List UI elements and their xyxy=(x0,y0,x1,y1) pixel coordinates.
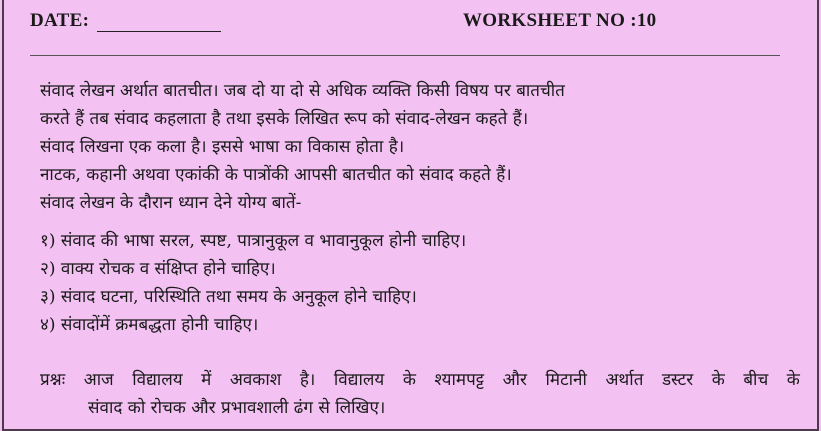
question-word: और xyxy=(502,370,527,390)
question-block xyxy=(40,366,800,422)
question-word: मिटानी xyxy=(545,370,587,390)
point-item: १) संवाद की भाषा सरल, स्पष्ट, पात्रानुकूल व भावानुकूल होनी चाहिए। xyxy=(40,231,467,251)
question-word: श्यामपट्ट xyxy=(434,370,485,390)
question-line-1 xyxy=(40,366,800,394)
question-word: प्रश्नः xyxy=(40,370,66,390)
worksheet-header xyxy=(30,10,791,40)
question-word: विद्यालय xyxy=(132,370,183,390)
question-word: के xyxy=(402,370,416,390)
question-word: अर्थात xyxy=(605,370,644,390)
question-word: है। xyxy=(299,370,316,390)
question-word: विद्यालय xyxy=(333,370,385,390)
worksheet-number: WORKSHEET NO :10 xyxy=(463,10,657,31)
question-word: डस्टर xyxy=(661,370,694,390)
date-field xyxy=(30,10,221,32)
point-item: ३) संवाद घटना, परिस्थिति तथा समय के अनुकूल होने चाहिए। xyxy=(40,287,417,307)
paragraph-line: संवाद लेखन अर्थात बातचीत। जब दो या दो से अधिक व्यक्ति किसी विषय पर बातचीत xyxy=(40,81,565,101)
point-item: ४) संवादोंमें क्रमबद्धता होनी चाहिए। xyxy=(40,315,259,335)
paragraph-line: करते हैं तब संवाद कहलाता है तथा इसके लिखित रूप को संवाद-लेखन कहते हैं। xyxy=(40,109,529,129)
paragraph-line: संवाद लेखन के दौरान ध्यान देने योग्य बातें- xyxy=(40,193,302,213)
paragraph-line: संवाद लिखना एक कला है। इससे भाषा का विकास होता है। xyxy=(40,137,405,157)
question-word: अवकाश xyxy=(229,370,282,390)
date-label: DATE: xyxy=(30,10,90,31)
point-item: २) वाक्य रोचक व संक्षिप्त होने चाहिए। xyxy=(40,259,276,279)
date-blank-line xyxy=(97,13,221,32)
worksheet-body xyxy=(40,77,800,339)
spacer xyxy=(40,217,800,227)
header-divider xyxy=(30,55,780,56)
question-word: आज xyxy=(83,370,114,390)
question-word: में xyxy=(201,370,212,390)
question-word: बीच xyxy=(743,370,769,390)
question-word: के xyxy=(786,370,800,390)
question-word: के xyxy=(711,370,725,390)
question-line-2: संवाद को रोचक और प्रभावशाली ढंग से लिखिए। xyxy=(88,398,386,418)
paragraph-line: नाटक, कहानी अथवा एकांकी के पात्रोंकी आपसी बातचीत को संवाद कहते हैं। xyxy=(40,165,512,185)
